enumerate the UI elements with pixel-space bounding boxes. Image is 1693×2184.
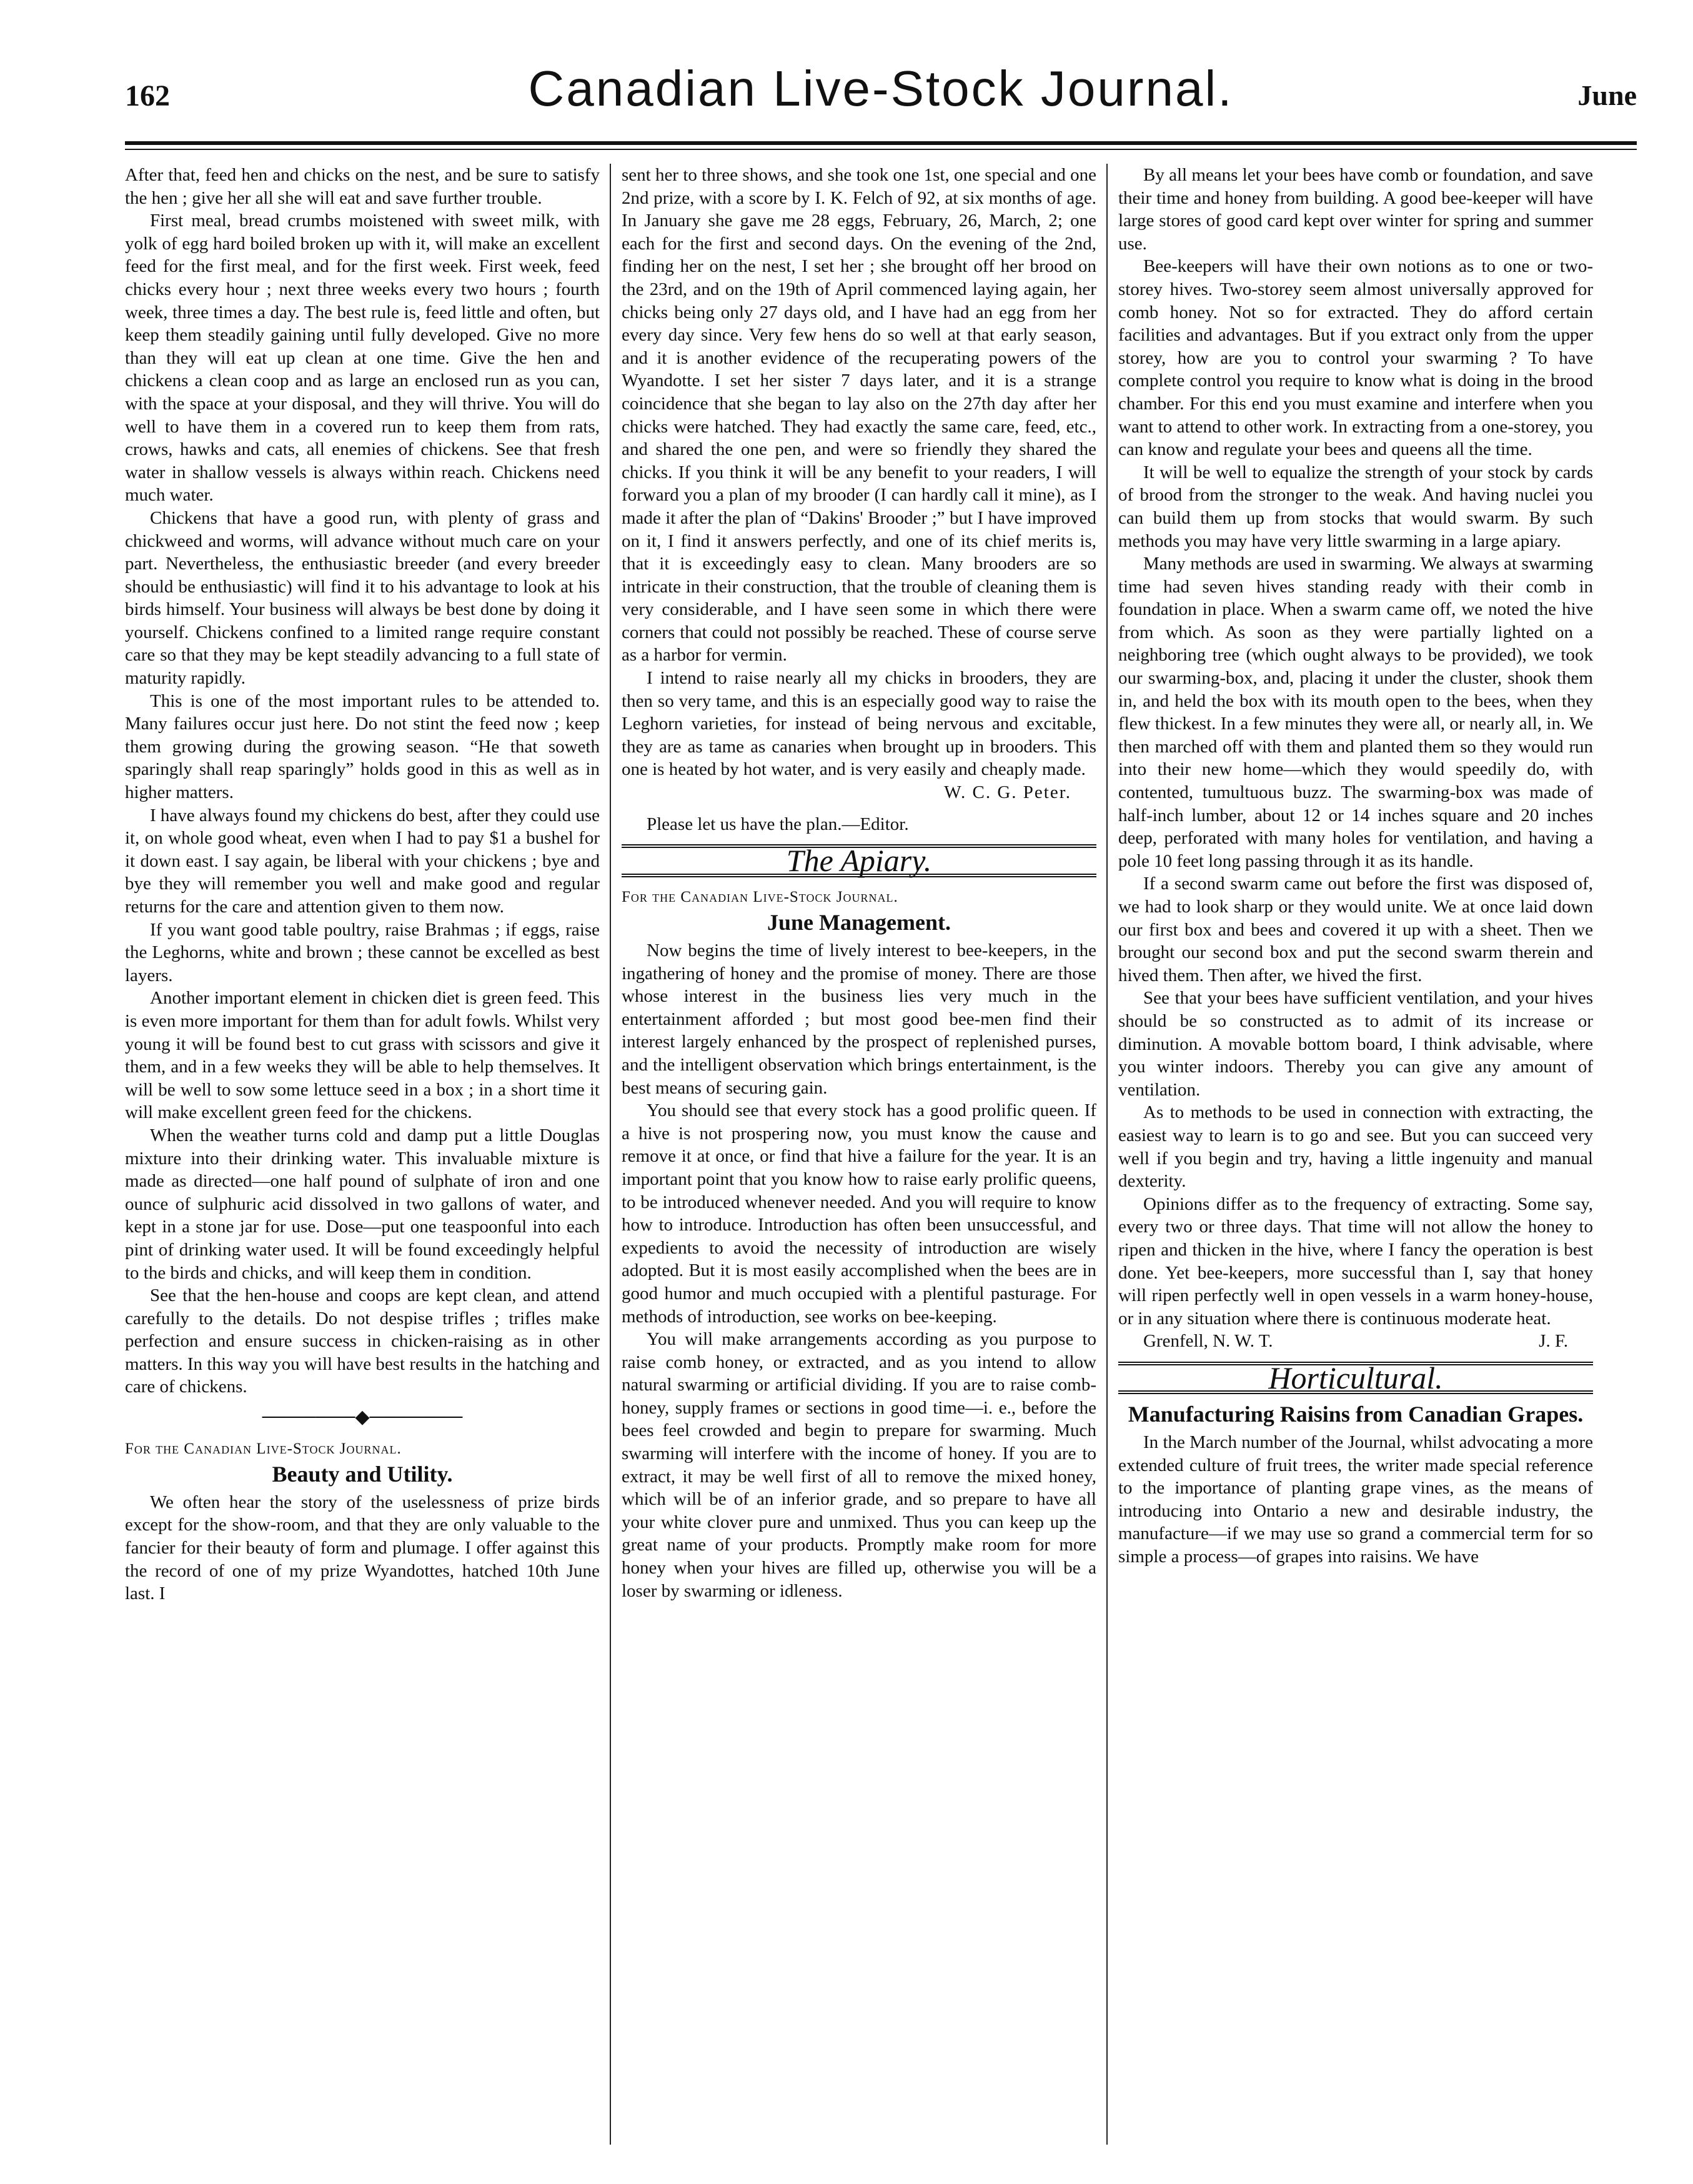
separator-ornament: ───────◆───────	[262, 1407, 463, 1428]
paragraph: Chickens that have a good run, with plenty of grass and chickweed and worms, will advance without much care on your part. Nevertheless, the enthusiastic breeder (and every breeder should be enthusiastic) will find it to his advantage to look at his birds himself. Your business will always be best done by doing it yourself. Chickens confined to a limited range require constant care so that they may be kept steadily advancing to a full state of maturity rapidly.	[125, 507, 600, 689]
journal-title: Canadian Live-Stock Journal.	[528, 61, 1234, 116]
paragraph: It will be well to equalize the strength of your stock by cards of brood from the stronger to the weak. And having nuclei you can build them up from stocks that would swarm. By such methods you may have very little swarming in a large apiary.	[1118, 462, 1593, 551]
article-title: Beauty and Utility.	[272, 1462, 453, 1487]
paragraph: You should see that every stock has a good prolific queen. If a hive is not prospering now, you must know the cause and remove it at once, or find that hive a failure for the year. It is an important point that you know how to raise early prolific queens, to be introduced whenever needed. And you will require to know how to introduce. Introduction has often been unsuccessful, and expedients to avoid the necessity of introduction are wisely adopted. But it is most easily accomplished when the bees are in good humor and much occupied with a plentiful pasturage. For methods of introduction, see works on bee-keeping.	[622, 1100, 1096, 1327]
paragraph: If you want good table poultry, raise Brahmas ; if eggs, raise the Leghorns, white and brown ; these cannot be excelled as best layers.	[125, 919, 600, 985]
paragraph: Many methods are used in swarming. We always at swarming time had seven hives standing ready with their comb in foundation in place. When a swarm came off, we noted the hive from which. As soon as they were partially lighted on a neighboring tree (which ought always to be provided), we took our swarming-box, and, placing it under the cluster, shook them in, and held the box with its mouth open to the bees, when they flew thickest. In a few minutes they were all, or nearly all, in. We then marched off with them and planted them so they would run into their new home—which they would speedily do, with contented, tumultuous buzz. The swarming-box was made of half-inch lumber, about 12 or 14 inches square and 20 inches deep, perforated with many holes for ventilation, and having a pole 10 feet long passing through it as its handle.	[1118, 554, 1593, 871]
paragraph: I intend to raise nearly all my chicks in brooders, they are then so very tame, and this is an especially good way to raise the Leghorn varieties, for instead of being nervous and excitable, they are as tame as canaries when brought up in brooders. This one is heated by hot water, and is very easily and cheaply made.	[622, 668, 1096, 780]
column-divider	[610, 164, 611, 2145]
paragraph: As to methods to be used in connection with extracting, the easiest way to learn is to go and see. But you can succeed very well if you begin and try, having a little ingenuity and manual dexterity.	[1118, 1102, 1593, 1192]
paragraph: You will make arrangements according as you purpose to raise comb honey, or extracted, and as you intend to allow natural swarming or artificial dividing. If you are to raise comb-honey, supply frames or sections in good time—i. e., before the bees feel crowded and begin to prepare for swarming. Much swarming will interfere with the income of honey. If you are to extract, it may be well first of all to remove the mixed honey, which will be of an inferior grade, and so prepare to have all your white clover pure and unmixed. Thus you can keep up the great name of your products. Promptly make room for more honey when your hives are filled up, otherwise you will be a loser by swarming or idleness.	[622, 1329, 1096, 1601]
article-title: Manufacturing Raisins from Canadian Grapes.	[1128, 1402, 1584, 1427]
issue-month: June	[1577, 79, 1637, 111]
paragraph: When the weather turns cold and damp put a little Douglas mixture into their drinking water. This invaluable mixture is made as directed—one half pound of sulphate of iron and one ounce of sulphuric acid dissolved in two gallons of water, and kept in a stone jar for use. Dose—put one teaspoonful into each pint of drinking water used. It will be found exceedingly helpful to the birds and chicks, and will keep them in condition.	[125, 1125, 600, 1283]
paragraph: See that the hen-house and coops are kept clean, and attend carefully to the details. Do not despise trifles ; trifles make perfection and ensure success in chicken-raising as in other matters. In this way you will have best results in the hatching and care of chickens.	[125, 1285, 600, 1397]
paragraph: By all means let your bees have comb or foundation, and save their time and honey from building. A good bee-keeper will have large stores of good card kept over winter for spring and summer use.	[1118, 165, 1593, 254]
header-rule-thin	[125, 149, 1637, 150]
header-rule	[125, 141, 1637, 145]
byline: For the Canadian Live-Stock Journal.	[125, 1440, 402, 1457]
paragraph: After that, feed hen and chicks on the nest, and be sure to satisfy the hen ; give her all she will eat and save further trouble.	[125, 165, 600, 208]
column-3	[1118, 164, 1593, 2145]
byline: For the Canadian Live-Stock Journal.	[622, 888, 898, 905]
paragraph: I have always found my chickens do best, after they could use it, on whole good wheat, even when I had to pay $1 a bushel for it down east. I say again, be liberal with your chickens ; bye and bye they will remember you well and make good and regular returns for the care and attention given to them now.	[125, 805, 600, 917]
paragraph: Now begins the time of lively interest to bee-keepers, in the ingathering of honey and the promise of money. There are those whose interest in the business lies very much in the entertainment afforded ; but most good bee-men find their interest largely enhanced by the prospect of replenished purses, and the intelligent observation which brings entertainment, is the best means of securing gain.	[622, 940, 1096, 1098]
column-2	[622, 164, 1096, 2145]
editor-note: Please let us have the plan.—Editor.	[647, 814, 909, 834]
paragraph: Opinions differ as to the frequency of extracting. Some say, every two or three days. That time will not allow the honey to ripen and thicken in the hive, where I fancy the operation is best done. Yet bee-keepers, more successful than I, say that honey will ripen perfectly well in open vessels in a warm honey-house, or in any situation where there is continuous moderate heat.	[1118, 1194, 1593, 1329]
signature-line	[1118, 1330, 1593, 1353]
paragraph: Another important element in chicken diet is green feed. This is even more important for them than for adult fowls. Whilst very young it will be found best to cut grass with scissors and give it them, and in a few weeks they will be able to help themselves. It will be well to sow some lettuce seed in a box ; in a short time it will make excellent green feed for the chickens.	[125, 988, 600, 1123]
paragraph: sent her to three shows, and she took one 1st, one special and one 2nd prize, with a score by I. K. Felch of 92, at six months of age. In January she gave me 28 eggs, February, 26, March, 2; one each for the first and second days. On the evening of the 2nd, finding her on the nest, I set her ; she brought off her brood on the 23rd, and on the 19th of April commenced laying again, her chicks being only 27 days old, and I have had an egg from her every day since. Very few hens do so well at that early season, and it is another evidence of the recuperating powers of the Wyandotte. I set her sister 7 days later, and it is a strange coincidence that she began to lay also on the 27th day after her chicks were hatched. They had exactly the same care, feed, etc., and shared the one pen, and were so friendly they shared the chicks. If you think it will be any benefit to your readers, I will forward you a plan of my brooder (I can hardly call it mine), as I made it after the plan of “Dakins' Brooder ;” but I have improved on it, I find it answers perfectly, and one of its chief merits is, that it is exceedingly easy to clean. Many brooders are so intricate in their construction, that the trouble of cleaning them is very considerable, and I have seen some in which there were corners that could not possibly be reached. These of course serve as a harbor for vermin.	[622, 165, 1096, 666]
paragraph: In the March number of the Journal, whilst advocating a more extended culture of fruit trees, the writer made special reference to the importance of planting grape vines, as the means of introducing into Ontario a new and desirable industry, the manufacture—if we may use so grand a commercial term for so simple a process—of grapes into raisins. We have	[1118, 1432, 1593, 1567]
paragraph: First meal, bread crumbs moistened with sweet milk, with yolk of egg hard boiled broken up with it, will make an excellent feed for the first meal, and for the first week. First week, feed chicks every hour ; next three weeks every two hours ; fourth week, three times a day. The best rule is, feed little and often, but keep them steadily gaining until fully developed. Give no more than they will eat up clean at one time. Give the hen and chickens a clean coop and as large an enclosed run as you can, with the space at your disposal, and they will thrive. You will do well to have them in a covered run to keep them from rats, crows, hawks and cats, all enemies of chickens. See that fresh water in shallow vessels is always within reach. Chickens need much water.	[125, 211, 600, 506]
signature-initials: J. F.	[1539, 1331, 1568, 1352]
paragraph: This is one of the most important rules to be attended to. Many failures occur just here. Do not stint the feed now ; keep them growing during the growing season. “He that soweth sparingly shall reap sparingly” holds good in this as well as in higher matters.	[125, 691, 600, 803]
paragraph: See that your bees have sufficient ventilation, and your hives should be so constructed as to admit of its increase or diminution. A movable bottom board, I think advisable, where you winter indoors. Thereby you can give any amount of ventilation.	[1118, 988, 1593, 1100]
paragraph: If a second swarm came out before the first was disposed of, we had to look sharp or they would unite. We at once laid down our first box and bees and covered it up with a sheet. Then we brought our second box and put the second swarm therein and hived them. Then after, we hived the first.	[1118, 874, 1593, 985]
column-1	[125, 164, 600, 2145]
column-divider	[1106, 164, 1108, 2145]
section-header-apiary: The Apiary.	[622, 844, 1096, 877]
article-title: June Management.	[767, 910, 951, 935]
signature-place: Grenfell, N. W. T.	[1143, 1331, 1273, 1352]
paragraph: We often hear the story of the uselessness of prize birds except for the show-room, and that they are only valuable to the fancier for their beauty of form and plumage. I offer against this the record of one of my prize Wyandottes, hatched 10th June last. I	[125, 1492, 600, 1604]
section-header-horticultural: Horticultural.	[1118, 1362, 1593, 1395]
paragraph: Bee-keepers will have their own notions as to one or two-storey hives. Two-storey seem almost universally approved for comb honey. Not so for extracted. They do afford certain facilities and advantages. But if you extract only from the upper storey, how are you to control your swarming ? To have complete control you require to know what is doing in the brood chamber. For this end you must examine and interfere when you want to attend to other work. In extracting from a one-storey, you can know and regulate your bees and queens all the time.	[1118, 256, 1593, 460]
page-number: 162	[125, 79, 170, 112]
signature: W. C. G. Peter.	[944, 782, 1071, 803]
masthead	[125, 60, 1637, 135]
